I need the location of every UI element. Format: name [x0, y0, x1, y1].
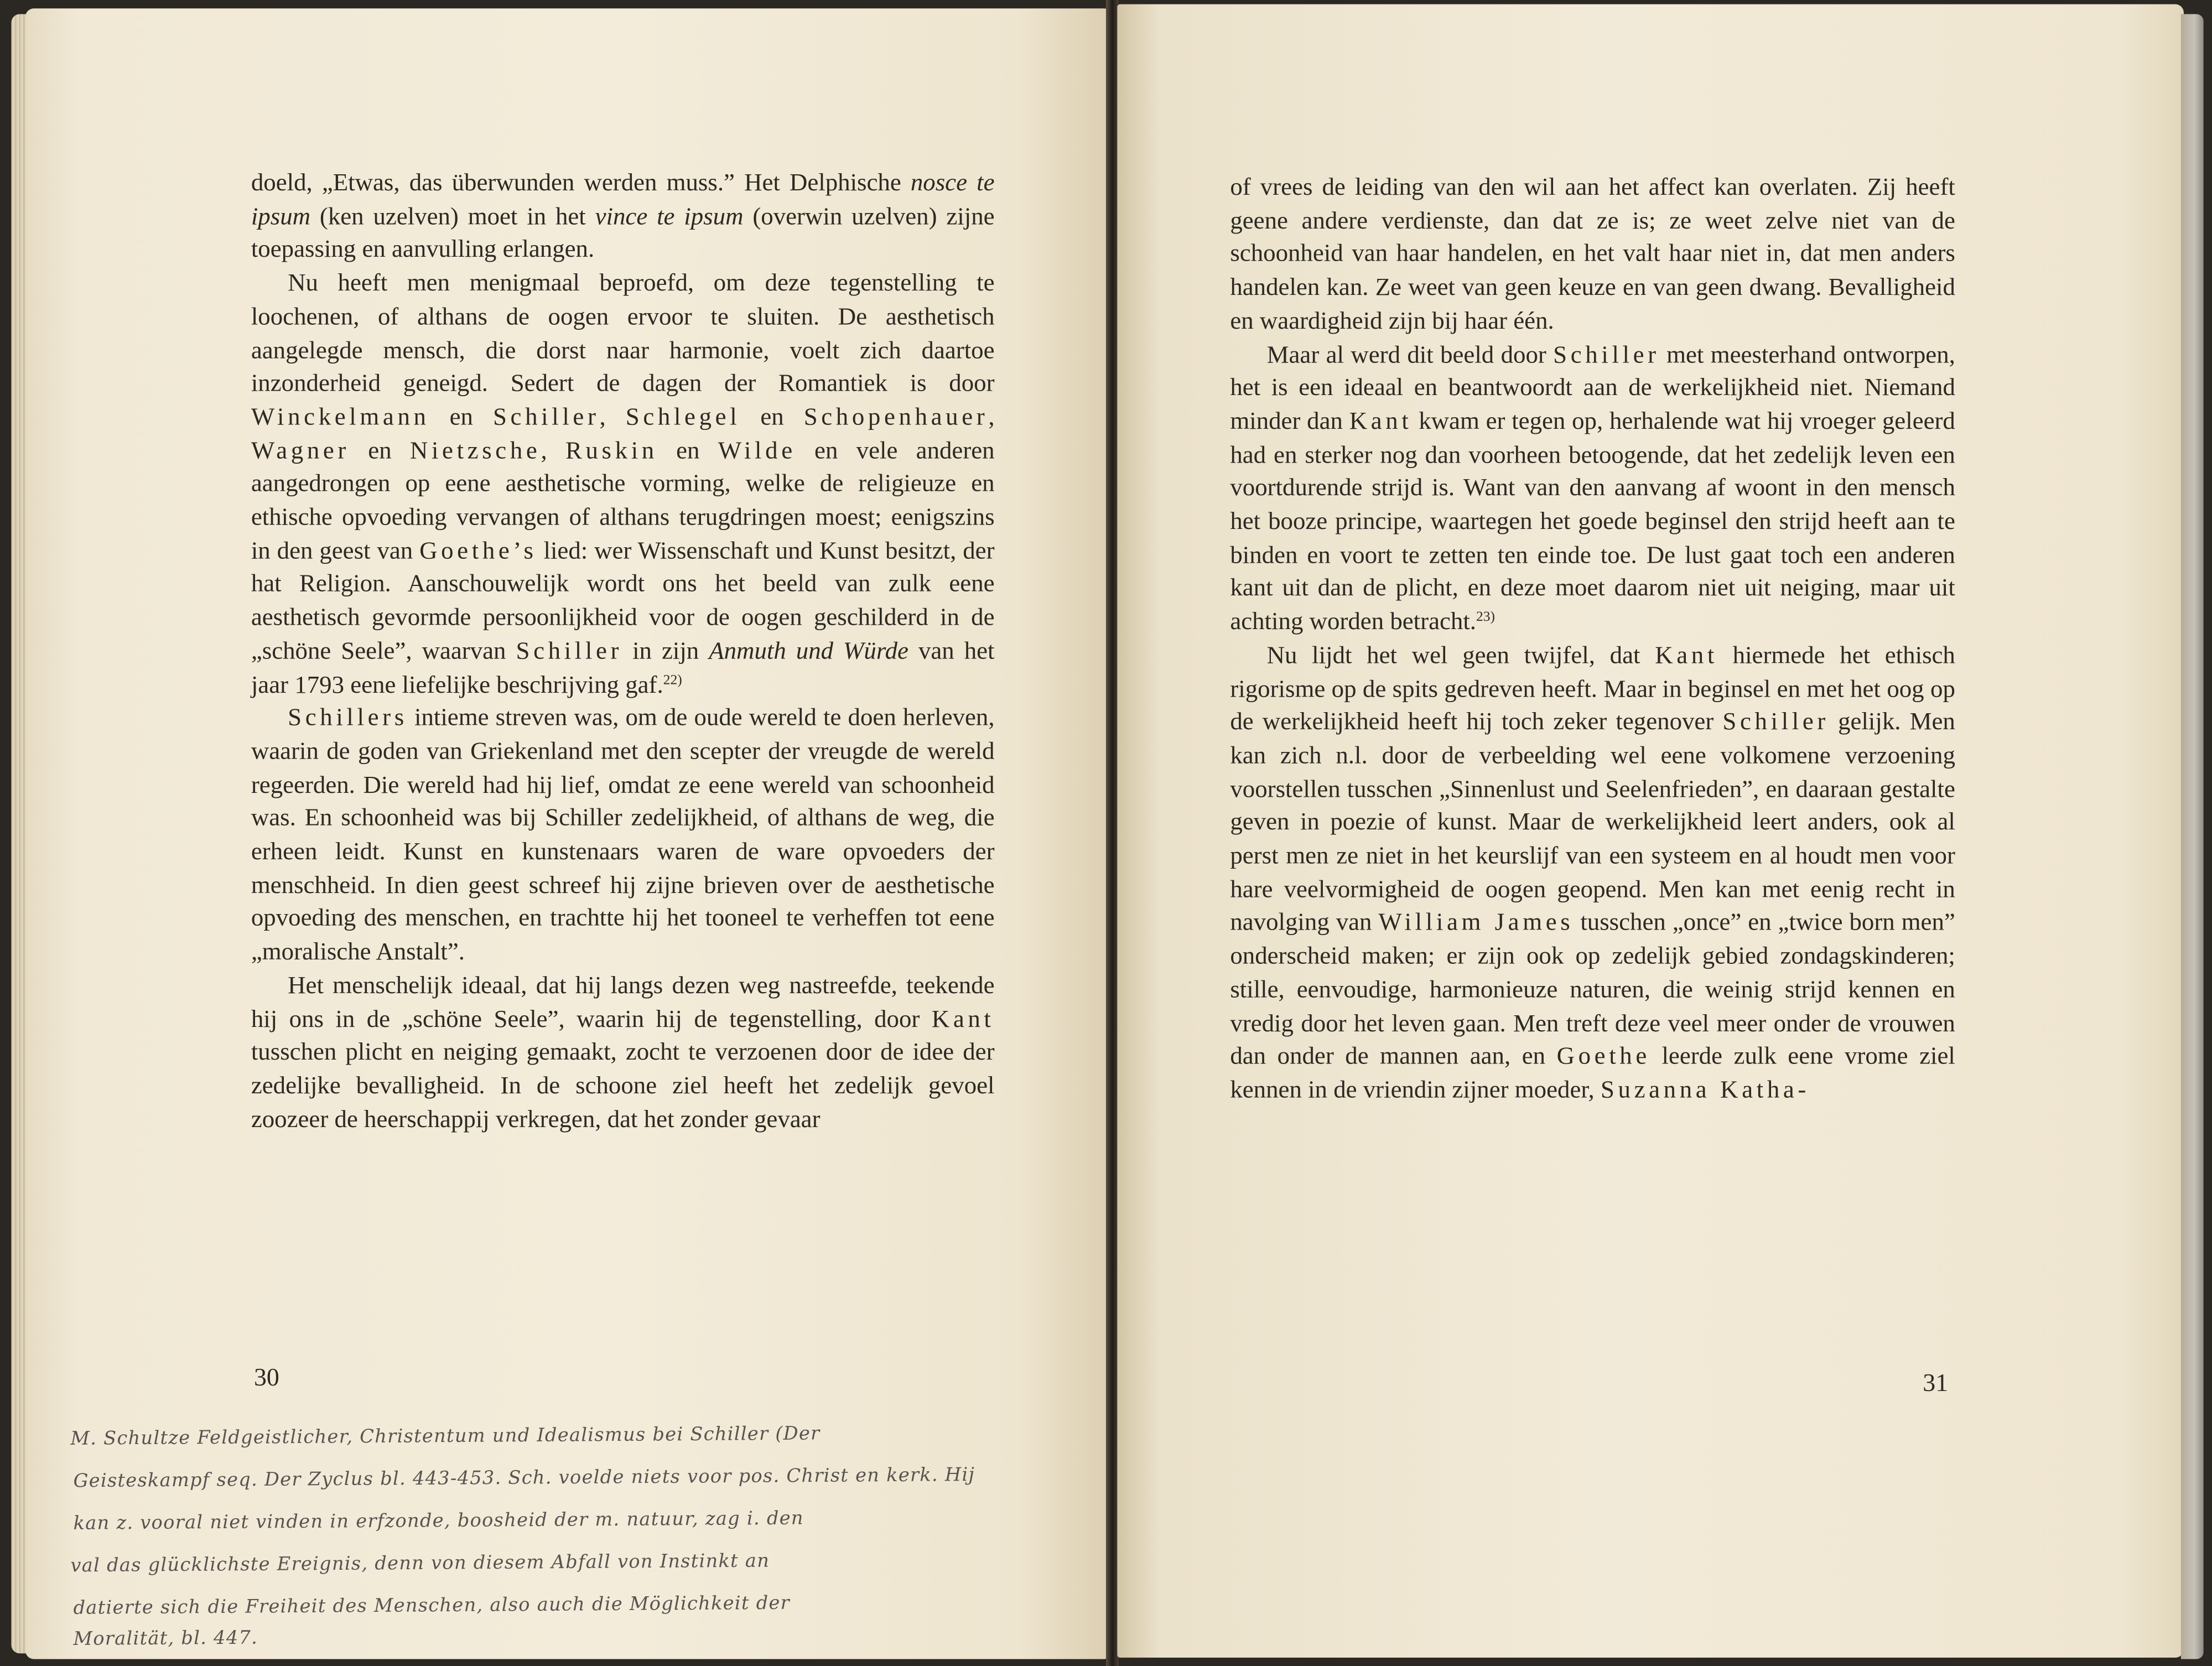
spaced-name: William James: [1378, 907, 1574, 936]
text-run: kwam er tegen op, herhalende wat hij vroeger geleerd had en sterker nog dan voorheen betoogende, dat het zedelijk leven een voortdurende strijd is. Want van den aanvang af woont in den mensch het booze principe, waartegen het goede beginsel den strijd heeft aan te binden en voort te zetten ten einde toe. De lust gaat toch een anderen kant uit dan de plicht, en deze moet daarom niet uit neiging, maar uit achting worden betracht.: [1230, 406, 1955, 635]
text-run: gelijk. Men kan zich n.l. door de verbeelding wel eene volkomene verzoening voorstellen tusschen „Sinnenlust und Seelenfrieden”, en daaraan gestalte geven in poezie of kunst. Maar de werkelijkheid leert anders, ook al perst men ze niet in het keurslijf van een systeem en al houdt men voor hare veelvormigheid de oogen geopend. Men kan met eenig recht in navolging van: [1230, 707, 1955, 936]
paragraph: [1230, 338, 1955, 639]
paragraph: [1230, 639, 1955, 1107]
text-run: of vrees de leiding van den wil aan het affect kan overlaten. Zij heeft geene andere verdienste, dan dat ze is; ze weet zelve niet van de schoonheid van haar handelen, en het valt haar niet in, dat men anders handelen kan. Ze weet van geen keuze en van geen dwang. Bevalligheid en waardigheid zijn bij haar één.: [1230, 172, 1955, 334]
handwritten-line: kan z. vooral niet vinden in erfzonde, boosheid der m. natuur, zag i. den: [73, 1508, 804, 1535]
text-run: en: [657, 435, 718, 464]
text-run: Nu lijdt het wel geen twijfel, dat: [1266, 640, 1655, 669]
text-run: Maar al werd dit beeld door: [1266, 339, 1554, 368]
italic-text: vince te ipsum: [595, 201, 744, 230]
text-run: Nu heeft men menigmaal beproefd, om deze tegenstelling te loochenen, of althans de oogen ervoor te sluiten. De aesthetisch aangelegde mensch, die dorst naar harmonie, voelt zich daartoe inzonderheid geneigd. Sedert de dagen der Romantiek is door: [251, 268, 995, 397]
text-run: doeld, „Etwas, das überwunden werden muss.” Het Delphische: [251, 168, 911, 196]
spaced-name: Schlegel: [625, 402, 741, 430]
right-page-body: [1230, 171, 1955, 1107]
paragraph: [251, 969, 995, 1136]
text-run: ,: [599, 402, 626, 430]
paragraph: [251, 702, 995, 969]
text-run: Het menschelijk ideaal, dat hij langs dezen weg nastreefde, teekende hij ons in de „schöne Seele”, waarin hij de tegenstelling, door: [251, 970, 995, 1032]
spaced-name: Suzanna Katha-: [1600, 1075, 1810, 1103]
spaced-name: Goethe’s: [419, 536, 537, 564]
handwritten-line: val das glücklichste Ereignis, denn von diesem Abfall von Instinkt an: [70, 1551, 770, 1577]
spaced-name: Nietzsche: [409, 435, 541, 464]
handwritten-line: datierte sich die Freiheit des Menschen, also auch die Möglichkeit der: [73, 1593, 791, 1620]
spaced-name: Kant: [1349, 406, 1413, 435]
handwritten-line: Geisteskampf seq. Der Zyclus bl. 443-453. Sch. voelde niets voor pos. Christ en kerk. Hij: [73, 1465, 975, 1493]
spaced-name: Wilde: [718, 435, 796, 464]
italic-text: Anmuth und Würde: [709, 636, 908, 665]
cover-edge-right: [2181, 14, 2204, 1659]
text-run: tusschen „once” en „twice born men” onderscheid maken; er zijn ook op zedelijk gebied zondagskinderen; stille, eenvoudige, harmonieuze naturen, die weinig strijd kennen en vredig door het leven gaan. Men treft deze veel meer onder de vrouwen dan onder de mannen aan, en: [1230, 907, 1955, 1070]
text-run: leerde zulk eene vrome ziel kennen in de vriendin zijner moeder,: [1230, 1041, 1955, 1103]
spaced-name: Winckelmann: [251, 402, 430, 430]
page-number-right: 31: [1923, 1368, 1949, 1397]
spaced-name: Schopenhauer: [803, 402, 989, 430]
spaced-name: Goethe: [1556, 1041, 1650, 1070]
right-page: [1117, 4, 2184, 1658]
text-run: lied: wer Wissenschaft und Kunst besitzt, der hat Religion. Aanschouwelijk wordt ons het beeld van zulk eene aesthetisch gevormde persoonlijkheid voor de oogen geschilderd in de „schöne Seele”, waarvan: [251, 536, 995, 665]
spaced-name: Kant: [931, 1004, 995, 1032]
text-run: en: [740, 402, 804, 430]
italic-text: nosce te ipsum: [251, 168, 995, 230]
spaced-name: Kant: [1655, 640, 1718, 669]
spaced-name: Schiller: [492, 402, 600, 430]
text-run: in zijn: [622, 636, 709, 665]
text-run: (ken uzelven) moet in het: [310, 201, 595, 230]
spaced-name: Schiller: [1722, 707, 1830, 736]
text-run: van het jaar 1793 eene liefelijke beschrijving gaf.: [251, 636, 995, 698]
spaced-name: Schillers: [288, 703, 408, 731]
text-run: met meesterhand ontworpen, het is een ideaal en beantwoordt aan de werkelijkheid niet. Niemand minder dan: [1230, 339, 1955, 435]
left-page: [25, 8, 1108, 1659]
footnote-marker: 23): [1476, 609, 1496, 625]
paragraph: [1230, 171, 1955, 338]
spaced-name: Ruskin: [565, 435, 658, 464]
text-run: ,: [988, 402, 995, 430]
spaced-name: Schiller: [516, 636, 623, 665]
page-number-left: 30: [253, 1363, 279, 1392]
paragraph: [251, 267, 995, 702]
paragraph: [251, 167, 995, 267]
text-run: hiermede het ethisch rigorisme op de spits gedreven heeft. Maar in beginsel en met het oog op de werkelijkheid heeft hij toch zeker tegenover: [1230, 640, 1955, 736]
text-run: en vele anderen aangedrongen op eene aesthetische vorming, welke de religieuze en ethische opvoeding vervangen of althans terugdringen moest; eenigszins in den geest van: [251, 435, 995, 564]
text-run: ,: [541, 435, 565, 464]
text-run: tusschen plicht en neiging gemaakt, zocht te verzoenen door de idee der zedelijke bevalligheid. In de schoone ziel heeft het zedelijk gevoel zoozeer de heerschappij verkregen, dat het zonder gevaar: [251, 1037, 995, 1133]
text-run: en: [350, 435, 410, 464]
text-run: intieme streven was, om de oude wereld te doen herleven, waarin de goden van Griekenland met den scepter der vreugde de wereld regeerden. Die wereld had hij lief, omdat ze eene wereld van schoonheid was. En schoonheid was bij Schiller zedelijkheid, of althans de weg, die erheen leidt. Kunst en kunstenaars waren de ware opvoeders der menschheid. In dien geest schreef hij zijne brieven over de aesthetische opvoeding des menschen, en trachtte hij het tooneel te verheffen tot eene „moralische Anstalt”.: [251, 703, 995, 966]
handwritten-pencil-note: [70, 1419, 1100, 1651]
handwritten-line: M. Schultze Feldgeistlicher, Christentum und Idealismus bei Schiller (Der: [70, 1424, 821, 1451]
spaced-name: Schiller: [1553, 339, 1660, 368]
spaced-name: Wagner: [251, 435, 350, 464]
text-run: en: [429, 402, 493, 430]
text-run: (overwin uzelven) zijne toepassing en aanvulling erlangen.: [251, 201, 995, 263]
footnote-marker: 22): [663, 672, 682, 688]
handwritten-line: Moralität, bl. 447.: [73, 1628, 258, 1651]
left-page-body: [251, 167, 995, 1136]
